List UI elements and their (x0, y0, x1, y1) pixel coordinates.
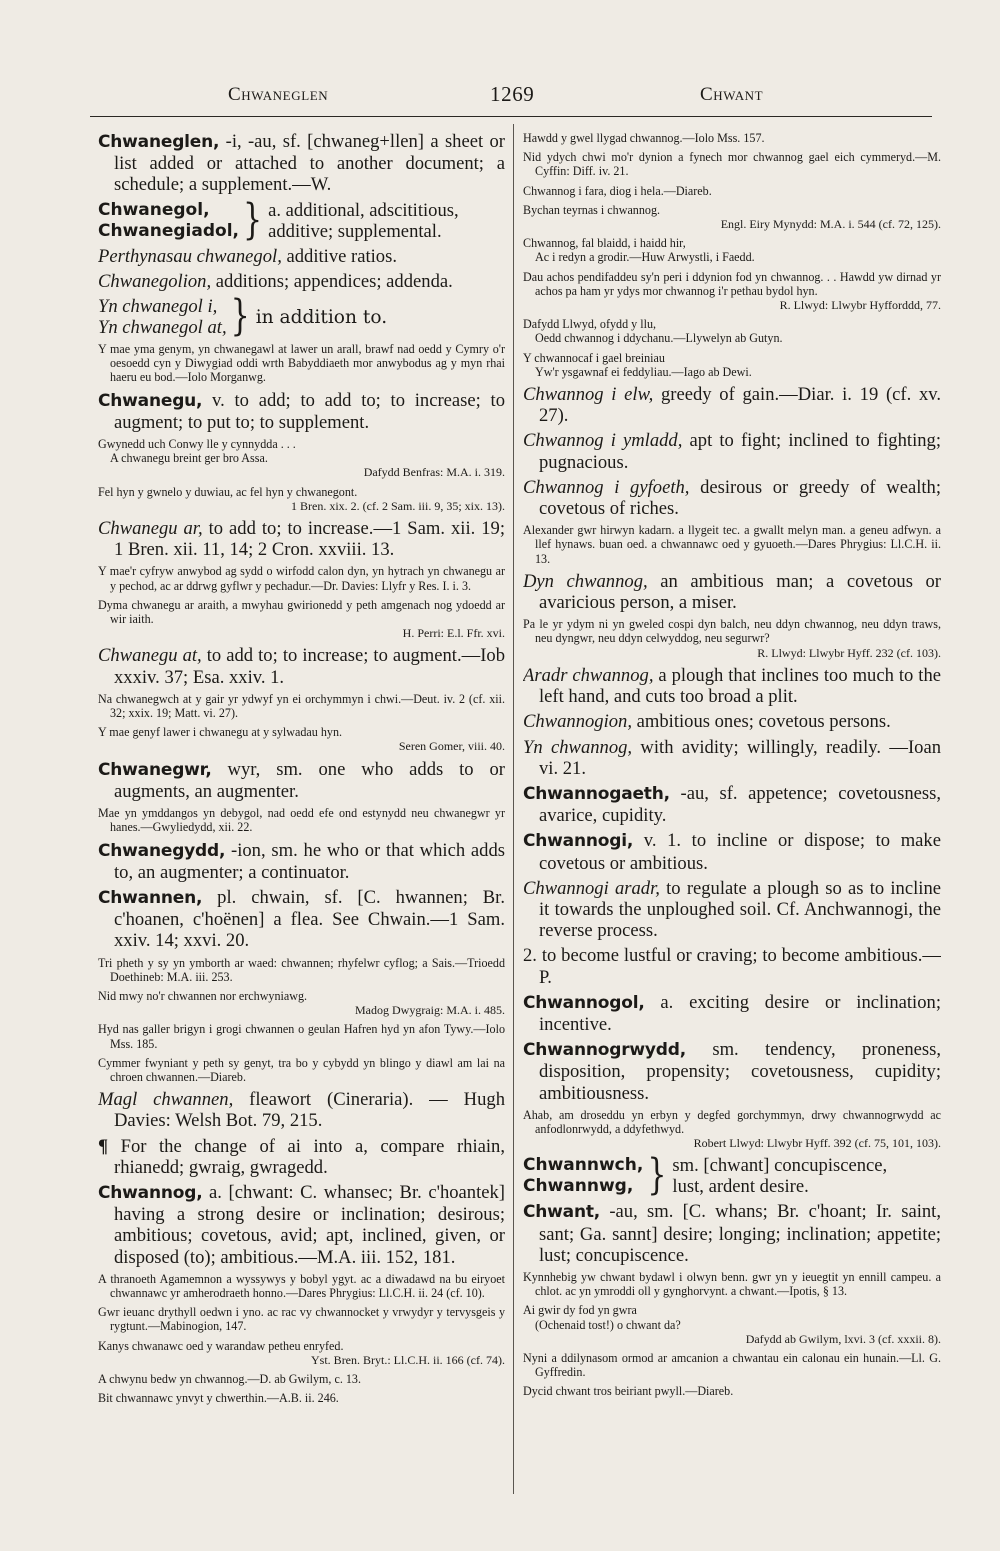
quotation: Pa le yr ydym ni yn gweled cospi dyn balch, neu ddyn chwannog, neu ddyn traws, neu dyngwr, neu ddyn celwyddog, neu segurwr? R. Llwyd: Llwybr Hyff. 232 (cf. 103). (523, 617, 941, 660)
subentry-dyn-chwannog: Dyn chwannog, an ambitious man; a covetous or avaricious person, a miser. (523, 570, 941, 614)
column-rule (513, 124, 514, 1494)
entry-chwannogaeth: Chwannogaeth, -au, sf. appetence; covetousness, avarice, cupidity. (523, 782, 941, 827)
entry-chwanegu: Chwanegu, v. to add; to add to; to increase; to augment; to put to; to supplement. (98, 389, 505, 433)
subentry-chwanegolion: Chwanegolion, additions; appendices; addenda. (98, 270, 453, 292)
quotation: Ahab, am droseddu yn erbyn y degfed gorchymmyn, drwy chwannogrwydd ac anfodlonrwydd, a ddyfethwyd. Robert Llwyd: Llwybr Hyff. 392 (cf. 75, 101, 103). (523, 1107, 941, 1151)
quotation: Cymmer fwyniant y peth sy genyt, tra bo y cybydd yn blingo y diawl am lai na chroen chwannen.—Diareb. (98, 1055, 505, 1084)
quotation: Y mae genyf lawer i chwanegu at y sylwadau hyn. Seren Gomer, viii. 40. (98, 725, 505, 754)
entry-chwaneglen: Chwaneglen, -i, -au, sf. [chwaneg+llen] a sheet or list added or attached to another document; a schedule; a supplement.—W. (98, 131, 505, 196)
quotation: Bit chwannawc ynvyt y chwerthin.—A.B. ii. 246. (98, 1391, 339, 1406)
subentry-chwanegu-at: Chwanegu at, to add to; to increase; to augment.—Iob xxxiv. 37; Esa. xxiv. 1. (98, 645, 505, 688)
quotation: A chwynu bedw yn chwannog.—D. ab Gwilym, c. 13. (98, 1371, 361, 1386)
quotation: Dyma chwanegu ar araith, a mwyhau gwirionedd y peth amgenach nog ydoedd ar wir iaith. H. Perri: E.l. Ffr. xvi. (98, 597, 505, 641)
quotation: Chwannog i fara, diog i hela.—Diareb. (523, 183, 712, 198)
note-pilcrow: ¶ For the change of ai into a, compare rhiain, rhianedd; gwraig, gwragedd. (98, 1135, 505, 1178)
quotation: Y mae yma genym, yn chwanegawl at lawer un arall, brawf nad oedd y Cymry o'r oesoedd cyn y Diwygiad oddi wrth Babyddiaeth mor anwybodus ag y myn rhai haeru eu bod.—Iolo Morganwg. (98, 342, 505, 385)
left-column (98, 131, 505, 1501)
entry-chwannogrwydd: Chwannogrwydd, sm. tendency, proneness, disposition, propensity; covetousness, cupidity; ambitiousness. (523, 1039, 941, 1104)
subentry-yn-chwanegol: Yn chwanegol i, Yn chwanegol at, } in addition to. (98, 291, 388, 341)
quotation: Tri pheth y sy yn ymborth ar waed: chwannen; rhyfelwr cyflog; a Sais.—Trioedd Doethineb: M.A. iii. 253. (98, 955, 505, 984)
quotation: Na chwanegwch at y gair yr ydwyf yn ei orchymmyn i chwi.—Deut. iv. 2 (cf. xii. 32; xxix. 19; Matt. vi. 27). (98, 691, 505, 721)
running-head-right: Chwant (700, 84, 764, 105)
header-rule (90, 116, 932, 117)
brace-glyph: } (647, 1151, 667, 1201)
subentry-chwannog-i-ymladd: Chwannog i ymladd, apt to fight; inclined to fighting; pugnacious. (523, 430, 941, 473)
quotation: Gwynedd uch Conwy lle y cynnydda . . . A chwanegu breint ger bro Assa. Dafydd Benfras: M.A. i. 319. (98, 437, 505, 480)
quotation: Dycid chwant tros beiriant pwyll.—Diareb. (523, 1384, 734, 1399)
brace-glyph: } (230, 291, 250, 341)
running-head-left: Chwaneglen (228, 84, 329, 105)
sense-2: 2. to become lustful or craving; to become ambitious.—P. (523, 945, 941, 988)
entry-chwant: Chwant, -au, sm. [C. whans; Br. c'hoant; Ir. saint, sant; Ga. sannt] desire; longing; inclination; appetite; lust; concupiscence. (523, 1201, 941, 1266)
quotation: Dafydd Llwyd, ofydd y llu, Oedd chwannog i ddychanu.—Llywelyn ab Gutyn. (523, 317, 783, 346)
quotation: Y mae'r cyfryw anwybod ag sydd o wirfodd calon dyn, yn hytrach yn chwanegu ar y pechod, ac ar ddrwg gyflwr y pechadur.—Dr. Davies: Llyfr y Res. I. i. 3. (98, 564, 505, 593)
subentry-chwanegu-ar: Chwanegu ar, to add to; to increase.—1 Sam. xii. 19; 1 Bren. xii. 11, 14; 2 Cron. xxviii. 13. (98, 518, 505, 561)
entry-chwannwch: Chwannwch, Chwannwg, } sm. [chwant] concupiscence, lust, ardent desire. (523, 1151, 888, 1201)
entry-chwanegol: Chwanegol, Chwanegiadol, } a. additional, adscititious, additive; supplemental. (98, 195, 459, 245)
quotation: Ai gwir dy fod yn gwra (Ochenaid tost!) o chwant da? Dafydd ab Gwilym, lxvi. 3 (cf. xxxii. 8). (523, 1303, 941, 1346)
page-number: 1269 (490, 82, 535, 106)
quotation: Nid ydych chwi mo'r dynion a fynech mor chwannog gael eich cymmeryd.—M. Cyffin: Diff. iv. 21. (523, 150, 941, 179)
quotation: Hawdd y gwel llygad chwannog.—Iolo Mss. 157. (523, 131, 765, 145)
entry-chwannen: Chwannen, pl. chwain, sf. [C. hwannen; Br. c'hoanen, c'hoënen] a flea. See Chwain.—1 Sam. xxiv. 14; xxvi. 20. (98, 886, 505, 952)
subentry-aradr-chwannog: Aradr chwannog, a plough that inclines too much to the left hand, and cuts too broad a plit. (523, 664, 941, 708)
right-column (523, 131, 941, 1501)
quotation: Dau achos pendifaddeu sy'n peri i ddynion fod yn chwannog. . . Hawdd yw dirnad yr achos pa ham yr ydys mor chwannog i'r pethau bydol hyn. R. Llwyd: Llwybr Hyfforddd, 77. (523, 269, 941, 313)
subentry-magl-chwannen: Magl chwannen, fleawort (Cineraria). — Hugh Davies: Welsh Bot. 79, 215. (98, 1089, 505, 1132)
subentry-chwannogion: Chwannogion, ambitious ones; covetous persons. (523, 711, 891, 733)
pilcrow-icon: ¶ (98, 1135, 109, 1157)
subentry-perthynasau: Perthynasau chwanegol, additive ratios. (98, 245, 397, 267)
running-head (90, 80, 930, 110)
brace-glyph: } (243, 195, 263, 245)
quotation: Kynnhebig yw chwant bydawl i olwyn benn. gwr yn y ieuegtit yn ennill campeu. a chlot. ac yn ymroddi oll y gynghorvynt. a chwant.—Ipotis, § 13. (523, 1269, 941, 1299)
quotation: Alexander gwr hirwyn kadarn. a llygeit tec. a gwallt melyn man. a geneu adfwyn. a llef hynaws. buan oed. a chwannawc oed y gyuoeth.—Dares Phrygius: Ll.C.H. ii. 13. (523, 523, 941, 566)
quotation: Y chwannocaf i gael breiniau Yw'r ysgawnaf ei feddyliau.—Iago ab Dewi. (523, 350, 752, 379)
entry-chwanegydd: Chwanegydd, -ion, sm. he who or that which adds to, an augmenter; a continuator. (98, 839, 505, 883)
subentry-chwannogi-aradr: Chwannogi aradr, to regulate a plough so as to incline it towards the unploughed soil. Cf. Anchwannogi, the reverse process. (523, 877, 941, 942)
quotation: Mae yn ymddangos yn debygol, nad oedd efe ond estynydd neu chwanegwr yr hanes.—Gwyliedydd, xii. 22. (98, 806, 505, 835)
entry-chwanegwr: Chwanegwr, wyr, sm. one who adds to or augments, an augmenter. (98, 758, 505, 802)
subentry-chwannog-i-gyfoeth: Chwannog i gyfoeth, desirous or greedy of wealth; covetous of riches. (523, 476, 941, 520)
quotation: Chwannog, fal blaidd, i haidd hir, Ac i redyn a grodir.—Huw Arwystli, i Faedd. (523, 236, 755, 265)
quotation: Kanys chwanawc oed y warandaw petheu enryfed. Yst. Bren. Bryt.: Ll.C.H. ii. 166 (cf. 74). (98, 1338, 505, 1367)
entry-chwannogol: Chwannogol, a. exciting desire or inclination; incentive. (523, 991, 941, 1035)
quotation: Nid mwy no'r chwannen nor erchwyniawg. Madog Dwygraig: M.A. i. 485. (98, 988, 505, 1018)
quotation: Nyni a ddilynasom ormod ar amcanion a chwantau ein calonau ein hunain.—Ll. G. Gyffredin. (523, 1350, 941, 1380)
quotation: Hyd nas galler brigyn i grogi chwannen o geulan Hafren hyd yn afon Tywy.—Iolo Mss. 185. (98, 1022, 505, 1051)
entry-chwannog: Chwannog, a. [chwant: C. whansec; Br. c'hoantek] having a strong desire or inclination; desirous; ambitious; covetous, avid; apt, inclined, given, or disposed (to); ambitious.—M.A. iii. 152, 181. (98, 1181, 505, 1268)
quotation: A thranoeth Agamemnon a wyssywys y bobyl ygyt. ac a diwadawd na bu eiryoet chwannawc yr amherodraeth honno.—Dares Phrygius: Ll.C.H. ii. 24 (cf. 10). (98, 1271, 505, 1300)
quotation: Gwr ieuanc drythyll oedwn i yno. ac rac vy chwannocket y vrwydyr y tervysgeis y rygtunt.—Mabinogion, 147. (98, 1305, 505, 1334)
subentry-chwannog-i-elw: Chwannog i elw, greedy of gain.—Diar. i. 19 (cf. xv. 27). (523, 384, 941, 427)
quotation: Bychan teyrnas i chwannog. Engl. Eiry Mynydd: M.A. i. 544 (cf. 72, 125). (523, 202, 941, 232)
quotation: Fel hyn y gwnelo y duwiau, ac fel hyn y chwanegont. 1 Bren. xix. 2. (cf. 2 Sam. iii. 9, 35; xix. 13). (98, 484, 505, 513)
entry-chwannogi: Chwannogi, v. 1. to incline or dispose; to make covetous or ambitious. (523, 830, 941, 874)
subentry-yn-chwannog: Yn chwannog, with avidity; willingly, readily. —Ioan vi. 21. (523, 736, 941, 779)
